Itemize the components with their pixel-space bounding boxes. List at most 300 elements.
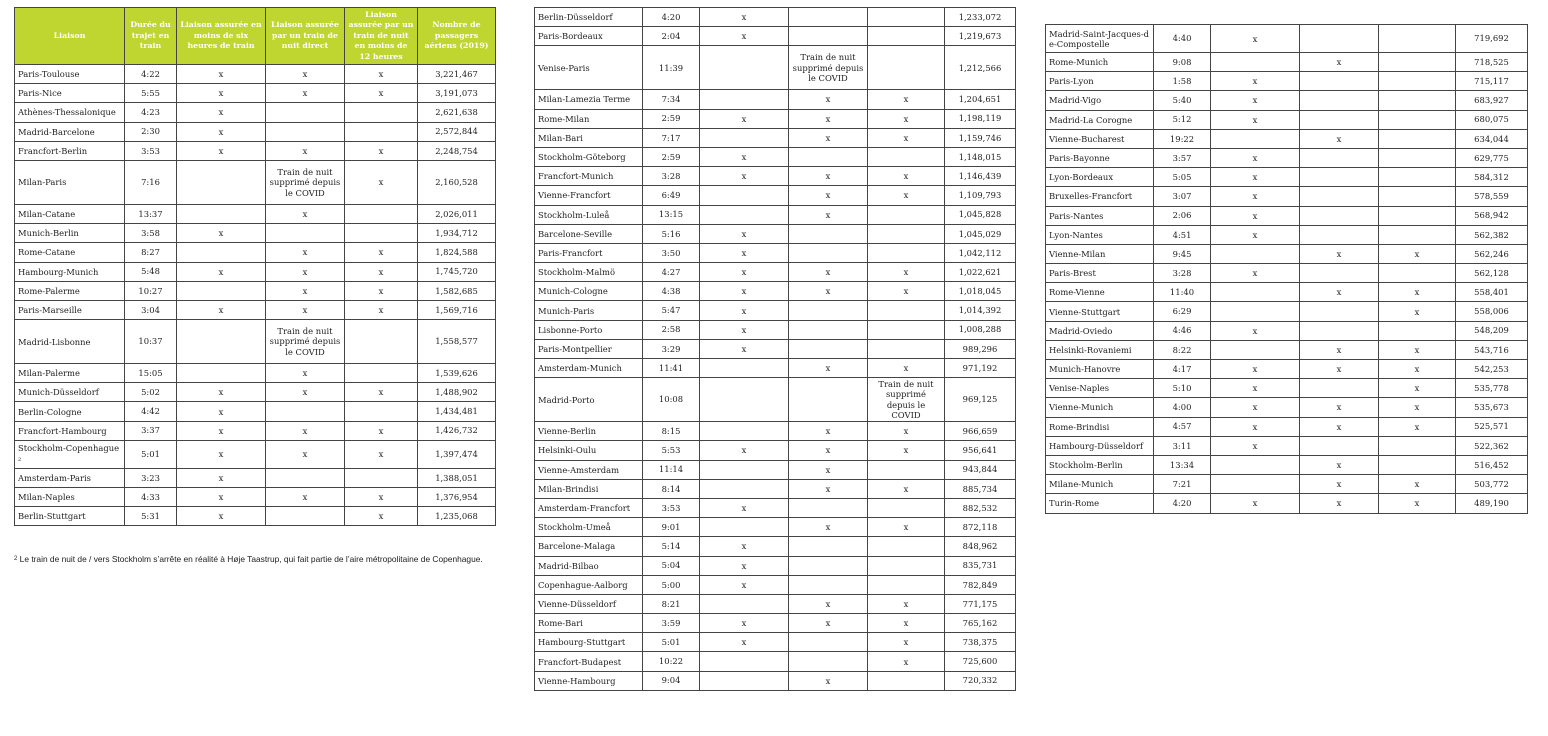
table-row [535,205,1016,224]
passengers-cell: 543,716 [1456,340,1528,359]
night-under-12h-cell [1379,91,1456,110]
direct-night-cell: x [789,518,868,537]
route-cell: Rome-Bari [535,614,643,633]
passengers-cell: 782,849 [945,575,1016,594]
passengers-cell: 1,212,566 [945,46,1016,90]
route-cell: Rome-Catane [15,243,125,262]
duration-cell: 5:04 [643,556,700,575]
passengers-cell: 1,233,072 [945,8,1016,27]
table-row [535,301,1016,320]
direct-night-cell [1300,379,1379,398]
under-6h-cell: x [700,167,789,186]
passengers-cell: 771,175 [945,594,1016,613]
table-row [535,224,1016,243]
route-cell: Milan-Brindisi [535,479,643,498]
night-under-12h-cell [868,8,945,27]
duration-cell: 5:16 [643,224,700,243]
direct-night-cell [789,537,868,556]
under-6h-cell: x [700,147,789,166]
night-under-12h-cell: x [868,167,945,186]
table-row [15,421,496,440]
under-6h-cell [700,460,789,479]
table-row [535,186,1016,205]
passengers-cell: 835,731 [945,556,1016,575]
route-cell: Madrid-Bilbao [535,556,643,575]
night-under-12h-cell: x [868,518,945,537]
night-under-12h-cell [868,460,945,479]
passengers-cell: 1,045,029 [945,224,1016,243]
direct-night-cell [1300,25,1379,53]
duration-cell: 3:04 [125,300,177,319]
header-passengers: Nombre de passagers aériens (2019) [418,8,496,65]
under-6h-cell [1211,340,1300,359]
passengers-cell: 1,934,712 [418,224,496,243]
route-cell: Paris-Bayonne [1046,148,1154,167]
night-under-12h-cell [868,243,945,262]
passengers-cell: 969,125 [945,378,1016,422]
night-under-12h-cell [345,122,418,141]
under-6h-cell [177,281,266,300]
under-6h-cell: x [700,109,789,128]
duration-cell: 8:21 [643,594,700,613]
duration-cell: 8:14 [643,479,700,498]
night-under-12h-cell [868,46,945,90]
route-cell: Munich-Paris [535,301,643,320]
passengers-cell: 2,248,754 [418,141,496,160]
duration-cell: 3:59 [643,614,700,633]
under-6h-cell [177,364,266,383]
night-under-12h-cell: x [345,160,418,204]
night-under-12h-cell: x [345,65,418,84]
night-under-12h-cell [1379,206,1456,225]
route-cell: Lyon-Bordeaux [1046,168,1154,187]
table-row [535,109,1016,128]
route-cell: Venise-Naples [1046,379,1154,398]
passengers-cell: 1,109,793 [945,186,1016,205]
passengers-cell: 680,075 [1456,110,1528,129]
duration-cell: 2:04 [643,27,700,46]
table-row [15,281,496,300]
route-cell: Paris-Bordeaux [535,27,643,46]
night-under-12h-cell [868,537,945,556]
direct-night-cell [266,507,345,526]
passengers-cell: 562,382 [1456,225,1528,244]
table-row [15,224,496,243]
route-cell: Bruxelles-Francfort [1046,187,1154,206]
passengers-cell: 1,235,068 [418,507,496,526]
under-6h-cell [1211,129,1300,148]
night-under-12h-cell: x [1379,244,1456,263]
direct-night-cell: x [266,488,345,507]
route-cell: Milane-Munich [1046,475,1154,494]
passengers-cell: 882,532 [945,498,1016,517]
under-6h-cell: x [177,507,266,526]
duration-cell: 4:33 [125,488,177,507]
duration-cell: 4:23 [125,103,177,122]
passengers-cell: 989,296 [945,339,1016,358]
night-under-12h-cell [1379,321,1456,340]
direct-night-cell: x [266,84,345,103]
route-cell: Rome-Palerme [15,281,125,300]
passengers-cell: 1,159,746 [945,128,1016,147]
passengers-cell: 548,209 [1456,321,1528,340]
night-under-12h-cell [1379,129,1456,148]
night-under-12h-cell [345,468,418,487]
night-under-12h-cell: x [868,614,945,633]
table-row [15,160,496,204]
route-cell: Copenhague-Aalborg [535,575,643,594]
duration-cell: 4:20 [1154,494,1211,513]
direct-night-cell: x [266,383,345,402]
table-row [1046,494,1528,513]
duration-cell: 7:17 [643,128,700,147]
passengers-cell: 535,778 [1456,379,1528,398]
under-6h-cell: x [1211,72,1300,91]
night-under-12h-cell: x [1379,398,1456,417]
under-6h-cell: x [700,301,789,320]
under-6h-cell: x [700,27,789,46]
table-row [1046,25,1528,53]
duration-cell: 3:53 [125,141,177,160]
table-row [535,633,1016,652]
under-6h-cell: x [700,575,789,594]
passengers-cell: 738,375 [945,633,1016,652]
under-6h-cell: x [700,320,789,339]
night-under-12h-cell: x [345,300,418,319]
direct-night-cell: x [266,141,345,160]
duration-cell: 13:34 [1154,455,1211,474]
passengers-cell: 956,641 [945,441,1016,460]
table-row [15,204,496,223]
passengers-cell: 715,117 [1456,72,1528,91]
direct-night-cell [266,224,345,243]
under-6h-cell: x [177,224,266,243]
direct-night-cell [789,339,868,358]
route-cell: Hambourg-Munich [15,262,125,281]
table-row [535,556,1016,575]
passengers-cell: 966,659 [945,422,1016,441]
night-under-12h-cell [1379,455,1456,474]
duration-cell: 9:01 [643,518,700,537]
passengers-cell: 1,146,439 [945,167,1016,186]
header-direct-night: Liaison assurée par un train de nuit direct [266,8,345,65]
direct-night-cell: x [789,263,868,282]
passengers-cell: 765,162 [945,614,1016,633]
table-row [1046,379,1528,398]
route-cell: Paris-Marseille [15,300,125,319]
table-row [1046,187,1528,206]
route-cell: Lisbonne-Porto [535,320,643,339]
table-row [1046,436,1528,455]
table-row [1046,475,1528,494]
direct-night-cell [789,575,868,594]
direct-night-cell [1300,321,1379,340]
route-cell: Hambourg-Düsseldorf [1046,436,1154,455]
duration-cell: 11:40 [1154,283,1211,302]
passengers-cell: 1,376,954 [418,488,496,507]
passengers-cell: 525,571 [1456,417,1528,436]
duration-cell: 3:23 [125,468,177,487]
night-under-12h-cell: x [345,488,418,507]
route-cell: Berlin-Düsseldorf [535,8,643,27]
table-row [1046,53,1528,72]
footnote-ref: 2 [18,456,22,463]
under-6h-cell: x [700,243,789,262]
under-6h-cell: x [1211,379,1300,398]
direct-night-cell: x [1300,129,1379,148]
passengers-cell: 1,426,732 [418,421,496,440]
under-6h-cell: x [1211,398,1300,417]
direct-night-cell [1300,168,1379,187]
night-under-12h-cell: x [868,422,945,441]
table-row [535,518,1016,537]
direct-night-cell [1300,110,1379,129]
route-cell: Paris-Toulouse [15,65,125,84]
route-cell: Lyon-Nantes [1046,225,1154,244]
duration-cell: 4:57 [1154,417,1211,436]
under-6h-cell [700,205,789,224]
route-cell: Barcelone-Malaga [535,537,643,556]
route-cell: Milan-Palerme [15,364,125,383]
under-6h-cell [1211,475,1300,494]
route-cell: Paris-Francfort [535,243,643,262]
route-cell: Berlin-Stuttgart [15,507,125,526]
under-6h-cell: x [1211,494,1300,513]
table-row [1046,264,1528,283]
route-cell: Francfort-Berlin [15,141,125,160]
night-under-12h-cell: x [868,186,945,205]
route-cell: Madrid-Porto [535,378,643,422]
route-cell: Vienne-Hambourg [535,671,643,690]
duration-cell: 6:29 [1154,302,1211,321]
night-under-12h-cell: x [868,633,945,652]
night-under-12h-cell [1379,148,1456,167]
duration-cell: 5:47 [643,301,700,320]
duration-cell: 3:50 [643,243,700,262]
passengers-cell: 1,022,621 [945,263,1016,282]
route-cell: Stockholm-Luleå [535,205,643,224]
route-cell: Paris-Lyon [1046,72,1154,91]
table-row [535,339,1016,358]
route-cell: Amsterdam-Francfort [535,498,643,517]
under-6h-cell [1211,455,1300,474]
under-6h-cell: x [1211,110,1300,129]
under-6h-cell: x [177,103,266,122]
passengers-cell: 516,452 [1456,455,1528,474]
under-6h-cell: x [1211,148,1300,167]
night-under-12h-cell: x [345,141,418,160]
duration-cell: 4:22 [125,65,177,84]
route-cell: Vienne-Munich [1046,398,1154,417]
table-row [535,320,1016,339]
night-under-12h-cell: x [868,282,945,301]
direct-night-cell: x [1300,340,1379,359]
under-6h-cell: x [1211,206,1300,225]
passengers-cell: 3,221,467 [418,65,496,84]
duration-cell: 7:34 [643,90,700,109]
passengers-cell: 629,775 [1456,148,1528,167]
passengers-cell: 1,488,902 [418,383,496,402]
duration-cell: 4:17 [1154,360,1211,379]
direct-night-cell: x [789,479,868,498]
passengers-cell: 1,539,626 [418,364,496,383]
night-under-12h-cell: x [868,128,945,147]
duration-cell: 2:58 [643,320,700,339]
routes-table-1 [14,7,496,526]
under-6h-cell: x [1211,264,1300,283]
direct-night-cell [789,378,868,422]
table-row [535,652,1016,671]
night-under-12h-cell [1379,225,1456,244]
passengers-cell: 718,525 [1456,53,1528,72]
under-6h-cell: x [177,440,266,468]
route-cell: Rome-Munich [1046,53,1154,72]
under-6h-cell [700,46,789,90]
passengers-cell: 1,014,392 [945,301,1016,320]
passengers-cell: 1,745,720 [418,262,496,281]
route-cell: Athènes-Thessalonique [15,103,125,122]
direct-night-cell [789,27,868,46]
duration-cell: 9:45 [1154,244,1211,263]
night-under-12h-cell [868,671,945,690]
table-row [535,263,1016,282]
footnote-text: Le train de nuit de / vers Stockholm s’arrête en réalité à Høje Taastrup, qui fait partie de l’aire métropolitaine de Copenhague. [19,554,483,564]
duration-cell: 4:40 [1154,25,1211,53]
direct-night-cell: x [1300,455,1379,474]
route-cell: Vienne-Stuttgart [1046,302,1154,321]
night-under-12h-cell: x [1379,494,1456,513]
duration-cell: 4:27 [643,263,700,282]
route-cell: Paris-Brest [1046,264,1154,283]
under-6h-cell [1211,283,1300,302]
night-under-12h-cell: x [868,109,945,128]
header-duration: Durée du trajet en train [125,8,177,65]
table-row [535,498,1016,517]
night-under-12h-cell: x [1379,283,1456,302]
night-under-12h-cell: x [868,90,945,109]
table-row [15,364,496,383]
night-under-12h-cell [868,224,945,243]
duration-cell: 9:04 [643,671,700,690]
under-6h-cell: x [1211,436,1300,455]
under-6h-cell [700,128,789,147]
under-6h-cell: x [700,537,789,556]
route-cell: Milan-Bari [535,128,643,147]
under-6h-cell: x [177,141,266,160]
duration-cell: 11:41 [643,359,700,378]
route-cell: Paris-Nantes [1046,206,1154,225]
route-cell: Stockholm-Malmö [535,263,643,282]
table-row [15,243,496,262]
duration-cell: 5:14 [643,537,700,556]
route-cell: Milan-Naples [15,488,125,507]
route-cell: Berlin-Cologne [15,402,125,421]
passengers-cell: 1,008,288 [945,320,1016,339]
direct-night-cell: x [1300,417,1379,436]
passengers-cell: 885,734 [945,479,1016,498]
night-under-12h-cell [1379,187,1456,206]
route-cell: Paris-Nice [15,84,125,103]
passengers-cell: 503,772 [1456,475,1528,494]
passengers-cell: 558,401 [1456,283,1528,302]
duration-cell: 3:07 [1154,187,1211,206]
duration-cell: 4:00 [1154,398,1211,417]
direct-night-cell [266,122,345,141]
night-under-12h-cell [868,320,945,339]
duration-cell: 15:05 [125,364,177,383]
night-under-12h-cell [1379,53,1456,72]
night-under-12h-cell [868,27,945,46]
under-6h-cell: x [177,402,266,421]
table-row [535,671,1016,690]
direct-night-cell: x [789,167,868,186]
under-6h-cell: x [177,84,266,103]
route-cell: Madrid-Barcelone [15,122,125,141]
duration-cell: 5:48 [125,262,177,281]
under-6h-cell [700,652,789,671]
routes-table-3 [1045,24,1528,514]
route-cell: Vienne-Berlin [535,422,643,441]
table-row [15,84,496,103]
duration-cell: 2:59 [643,147,700,166]
under-6h-cell [1211,53,1300,72]
under-6h-cell [1211,244,1300,263]
passengers-cell: 1,204,651 [945,90,1016,109]
table-row [535,479,1016,498]
duration-cell: 5:05 [1154,168,1211,187]
night-under-12h-cell [345,402,418,421]
duration-cell: 5:10 [1154,379,1211,398]
table-row [535,27,1016,46]
night-under-12h-cell [1379,168,1456,187]
night-under-12h-cell [345,103,418,122]
night-under-12h-cell [1379,436,1456,455]
route-cell: Stockholm-Umeå [535,518,643,537]
night-under-12h-cell [868,301,945,320]
route-cell: Paris-Montpellier [535,339,643,358]
table-row [535,575,1016,594]
passengers-cell: 1,219,673 [945,27,1016,46]
under-6h-cell: x [1211,225,1300,244]
route-cell: Francfort-Budapest [535,652,643,671]
passengers-cell: 1,397,474 [418,440,496,468]
direct-night-cell: x [789,282,868,301]
route-cell: Vienne-Francfort [535,186,643,205]
footnote-mark: 2 [14,556,18,562]
route-cell: Rome-Vienne [1046,283,1154,302]
passengers-cell: 725,600 [945,652,1016,671]
passengers-cell: 578,559 [1456,187,1528,206]
table-row [1046,225,1528,244]
direct-night-cell [789,147,868,166]
night-under-12h-cell [868,498,945,517]
table-header-row [15,8,496,65]
table-row [535,460,1016,479]
route-cell: Francfort-Hambourg [15,421,125,440]
night-under-12h-cell [345,364,418,383]
direct-night-cell: x [1300,53,1379,72]
passengers-cell: 2,160,528 [418,160,496,204]
passengers-cell: 1,045,828 [945,205,1016,224]
duration-cell: 5:12 [1154,110,1211,129]
table-row [535,594,1016,613]
under-6h-cell: x [1211,321,1300,340]
duration-cell: 5:01 [125,440,177,468]
under-6h-cell [700,594,789,613]
direct-night-cell: x [1300,494,1379,513]
route-cell: Stockholm-Göteborg [535,147,643,166]
table-row [535,243,1016,262]
